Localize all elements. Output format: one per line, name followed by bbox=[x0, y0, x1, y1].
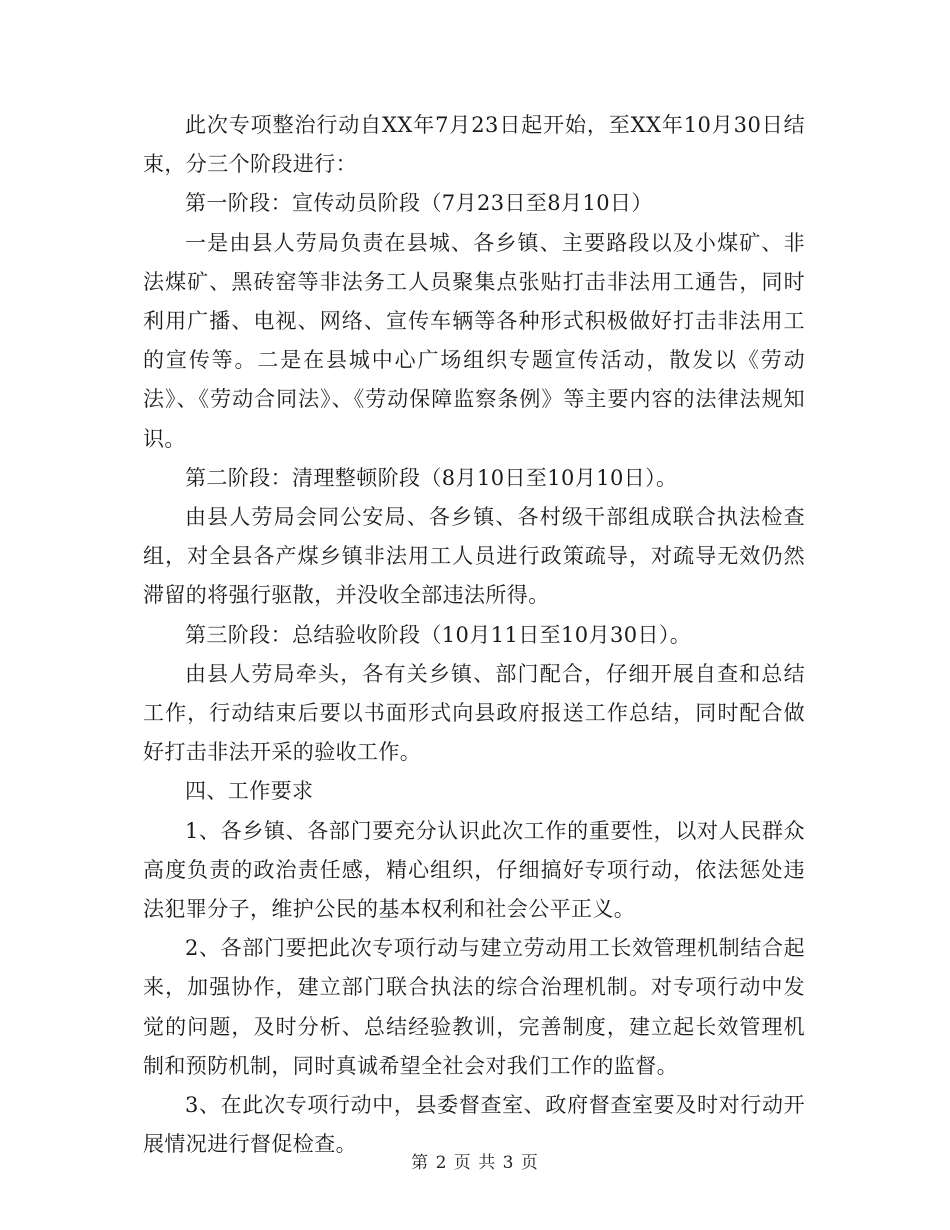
paragraph-requirement-1: 1、各乡镇、各部门要充分认识此次工作的重要性，以对人民群众高度负责的政治责任感，精心组织，仔细搞好专项行动，依法惩处违法犯罪分子，维护公民的基本权利和社会公平正义。 bbox=[143, 818, 805, 922]
paragraph-schedule-intro: 此次专项整治行动自XX年7月23日起开始，至XX年10月30日结束，分三个阶段进行： bbox=[143, 113, 805, 177]
section-heading-work-requirements: 四、工作要求 bbox=[185, 779, 314, 804]
paragraph-stage-one-heading: 第一阶段：宣传动员阶段（7月23日至8月10日） bbox=[185, 191, 653, 216]
document-body bbox=[143, 106, 805, 1164]
paragraph-stage-three-heading: 第三阶段：总结验收阶段（10月11日至10月30日）。 bbox=[185, 622, 692, 647]
paragraph-requirement-2: 2、各部门要把此次专项行动与建立劳动用工长效管理机制结合起来，加强协作，建立部门联合执法的综合治理机制。对专项行动中发觉的问题，及时分析、总结经验教训，完善制度，建立起长效管理机制和预防机制，同时真诚希望全社会对我们工作的监督。 bbox=[143, 936, 805, 1078]
paragraph-stage-three-body: 由县人劳局牵头，各有关乡镇、部门配合，仔细开展自查和总结工作，行动结束后要以书面形式向县政府报送工作总结，同时配合做好打击非法开采的验收工作。 bbox=[143, 661, 805, 765]
page-footer bbox=[0, 1150, 950, 1176]
paragraph-stage-two-heading: 第二阶段：清理整顿阶段（8月10日至10月10日）。 bbox=[185, 465, 678, 490]
paragraph-requirement-3: 3、在此次专项行动中，县委督查室、政府督查室要及时对行动开展情况进行督促检查。 bbox=[143, 1093, 805, 1157]
page-number-label: 第 2 页 共 3 页 bbox=[411, 1153, 539, 1173]
paragraph-stage-two-body: 由县人劳局会同公安局、各乡镇、各村级干部组成联合执法检查组，对全县各产煤乡镇非法用工人员进行政策疏导，对疏导无效仍然滞留的将强行驱散，并没收全部违法所得。 bbox=[143, 505, 805, 608]
paragraph-stage-one-body: 一是由县人劳局负责在县城、各乡镇、主要路段以及小煤矿、非法煤矿、黑砖窑等非法务工人员聚集点张贴打击非法用工通告，同时利用广播、电视、网络、宣传车辆等各种形式积极做好打击非法用工的宣传等。二是在县城中心广场组织专题宣传活动，散发以《劳动法》、《劳动合同法》、《劳动保障监察条例》等主要内容的法律法规知识。 bbox=[143, 230, 805, 451]
